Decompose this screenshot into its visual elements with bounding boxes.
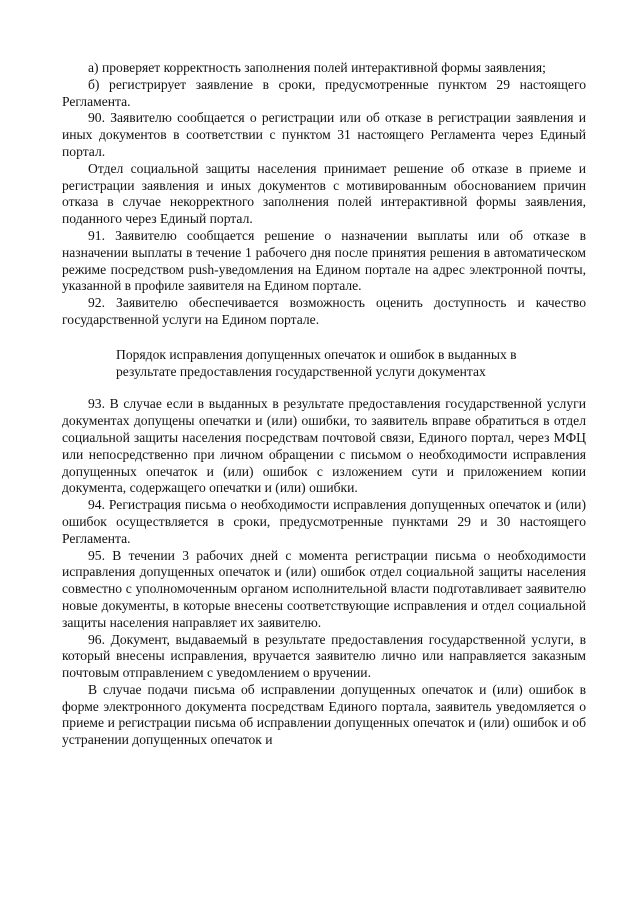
paragraph-92: 92. Заявителю обеспечивается возможность оценить доступность и качество государственной услуги на Едином портале. [62, 295, 586, 327]
paragraph-95: 95. В течении 3 рабочих дней с момента регистрации письма о необходимости исправления допущенных опечаток и (или) ошибок отдел социальной защиты населения совместно с уполномоченным органом исполнительной власти подготавливает заявителю новые документы, в которые внесены соответствующие исправления и отдел социальной защиты населения направляет их заявителю. [62, 547, 586, 630]
paragraph-electronic-request: В случае подачи письма об исправлении допущенных опечаток и (или) ошибок в форме электронного документа посредствам Единого портала, заявитель уведомляется о приеме и регистрации письма об исправлении допущенных опечаток и (или) ошибок и об устранении допущенных опечаток и [62, 681, 586, 748]
paragraph-refusal: Отдел социальной защиты населения принимает решение об отказе в приеме и регистрации заявления и иных документов с мотивированным обоснованием причин отказа в случае некорректного заполнения полей интерактивной формы заявления, поданного через Единый портал. [62, 160, 586, 227]
document-page [62, 60, 586, 749]
section-heading: Порядок исправления допущенных опечаток и ошибок в выданных в результате предоставления государственной услуги документах [116, 346, 517, 379]
paragraph-b: б) регистрирует заявление в сроки, предусмотренные пунктом 29 настоящего Регламента. [62, 76, 586, 109]
paragraph-91: 91. Заявителю сообщается решение о назначении выплаты или об отказе в назначении выплаты в течение 1 рабочего дня после принятия решения в автоматическом режиме посредством push-уведомления на Едином портале на адрес электронной почты, указанной в профиле заявителя на Едином портале. [62, 227, 586, 294]
paragraph-90: 90. Заявителю сообщается о регистрации или об отказе в регистрации заявления и иных документов в соответствии с пунктом 31 настоящего Регламента через Единый портал. [62, 110, 586, 159]
paragraph-a: а) проверяет корректность заполнения полей интерактивной формы заявления; [88, 60, 546, 75]
paragraph-94: 94. Регистрация письма о необходимости исправления допущенных опечаток и (или) ошибок осуществляется в сроки, предусмотренные пунктами 29 и 30 настоящего Регламента. [62, 497, 586, 546]
paragraph-96: 96. Документ, выдаваемый в результате предоставления государственной услуги, в который внесены исправления, вручается заявителю лично или направляется заказным почтовым отправлением с уведомлением о вручении. [62, 631, 586, 681]
paragraph-93: 93. В случае если в выданных в результате предоставления государственной услуги документах допущены опечатки и (или) ошибки, то заявитель вправе обратиться в отдел социальной защиты населения посредствам почтовой связи, Единого портал, через МФЦ или непосредственно при личном обращении с письмом о необходимости исправления допущенных опечаток и (или) ошибок с изложением сути и приложением копии документа, содержащего опечатки и (или) ошибки. [62, 396, 586, 496]
